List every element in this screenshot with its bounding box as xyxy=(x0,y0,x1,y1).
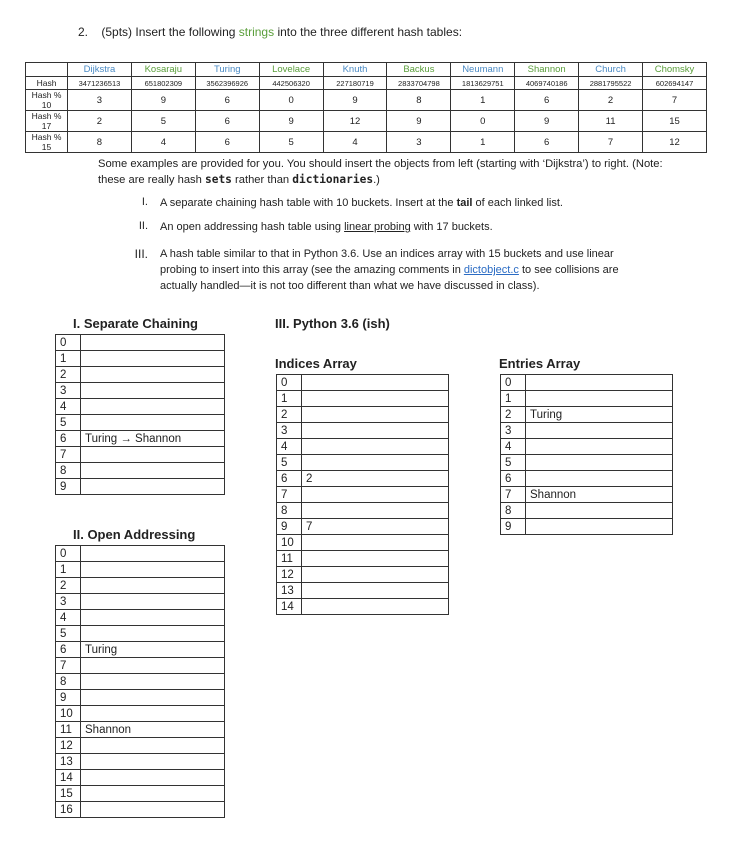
mod-value-cell: 3 xyxy=(387,132,451,153)
python36-heading: III. Python 3.6 (ish) xyxy=(275,316,390,331)
name-header: Kosaraju xyxy=(131,63,195,77)
open-addressing-row xyxy=(56,706,225,722)
bucket-value[interactable] xyxy=(302,567,449,583)
mod-value-cell: 12 xyxy=(323,111,387,132)
bucket-value[interactable] xyxy=(526,455,673,471)
mod-value-cell: 7 xyxy=(579,132,643,153)
mod-value-cell: 9 xyxy=(131,90,195,111)
hash-value-cell: 651802309 xyxy=(131,77,195,90)
bucket-value[interactable] xyxy=(81,802,225,818)
bucket-index: 1 xyxy=(56,562,81,578)
mod-value-cell: 12 xyxy=(643,132,707,153)
indices-row xyxy=(277,567,449,583)
bucket-value[interactable] xyxy=(302,583,449,599)
mod-value-cell: 9 xyxy=(515,111,579,132)
bucket-index: 6 xyxy=(501,471,526,487)
bucket-index: 2 xyxy=(501,407,526,423)
bucket-index: 16 xyxy=(56,802,81,818)
bucket-value[interactable]: Turing xyxy=(81,642,225,658)
bucket-value[interactable]: Shannon xyxy=(526,487,673,503)
bucket-index: 6 xyxy=(56,642,81,658)
open-addressing-heading: II. Open Addressing xyxy=(73,527,196,542)
indices-row xyxy=(277,583,449,599)
indices-row xyxy=(277,535,449,551)
name-header: Church xyxy=(579,63,643,77)
bucket-index: 0 xyxy=(501,375,526,391)
item-3-line-2b: to see collisions are xyxy=(518,264,619,276)
bucket-index: 5 xyxy=(277,455,302,471)
bucket-index: 3 xyxy=(56,383,81,399)
item-2-b: with 17 buckets. xyxy=(410,221,493,233)
open-addressing-row xyxy=(56,610,225,626)
item-3-line-2a: probing to insert into this array (see the amazing comments in xyxy=(160,264,464,276)
name-header: Chomsky xyxy=(643,63,707,77)
bucket-index: 7 xyxy=(56,447,81,463)
chaining-row xyxy=(56,335,225,351)
separate-chaining-heading: I. Separate Chaining xyxy=(73,316,198,331)
mod-value-cell: 6 xyxy=(195,111,259,132)
bucket-index: 3 xyxy=(277,423,302,439)
name-header: Backus xyxy=(387,63,451,77)
chaining-row xyxy=(56,351,225,367)
hash-value-cell: 227180719 xyxy=(323,77,387,90)
mod-value-cell: 4 xyxy=(323,132,387,153)
bucket-index: 2 xyxy=(56,578,81,594)
item-1-a: A separate chaining hash table with 10 buckets. Insert at the xyxy=(160,197,457,209)
bucket-index: 14 xyxy=(56,770,81,786)
open-addressing-row xyxy=(56,594,225,610)
mod-value-cell: 9 xyxy=(387,111,451,132)
indices-row xyxy=(277,487,449,503)
question-highlight: strings xyxy=(238,25,275,39)
bucket-value[interactable] xyxy=(302,487,449,503)
bucket-index: 6 xyxy=(277,471,302,487)
entries-row xyxy=(501,519,673,535)
chaining-row xyxy=(56,383,225,399)
entries-row xyxy=(501,455,673,471)
bucket-index: 1 xyxy=(56,351,81,367)
intro-text-1: Some examples are provided for you. You should insert the objects from left (starting with ‘Dijkstra’) to right. (Note: these are really hash xyxy=(98,158,663,186)
bucket-value[interactable] xyxy=(302,423,449,439)
bucket-value[interactable] xyxy=(302,551,449,567)
entries-row xyxy=(501,503,673,519)
bucket-index: 8 xyxy=(501,503,526,519)
open-addressing-row xyxy=(56,786,225,802)
bucket-value[interactable] xyxy=(81,754,225,770)
hash-value-cell: 1813629751 xyxy=(451,77,515,90)
bucket-value[interactable] xyxy=(81,674,225,690)
item-1-b: of each linked list. xyxy=(472,197,563,209)
bucket-index: 10 xyxy=(277,535,302,551)
indices-row xyxy=(277,439,449,455)
name-header: Shannon xyxy=(515,63,579,77)
item-2-underline: linear probing xyxy=(344,221,411,233)
name-header: Knuth xyxy=(323,63,387,77)
question-suffix: into the three different hash tables: xyxy=(277,25,463,39)
open-addressing-row xyxy=(56,626,225,642)
intro-text-3: .) xyxy=(373,174,380,186)
bucket-index: 0 xyxy=(56,335,81,351)
mod-value-cell: 1 xyxy=(451,90,515,111)
mod-value-cell: 6 xyxy=(195,132,259,153)
intro-text-2: rather than xyxy=(231,174,293,186)
sets-keyword: sets xyxy=(204,173,232,186)
mod-value-cell: 5 xyxy=(131,111,195,132)
item-3-number: III. xyxy=(134,247,148,261)
indices-row xyxy=(277,455,449,471)
indices-row xyxy=(277,599,449,615)
bucket-index: 8 xyxy=(277,503,302,519)
bucket-value[interactable] xyxy=(81,738,225,754)
row-label: Hash % 15 xyxy=(26,132,68,153)
bucket-index: 11 xyxy=(56,722,81,738)
name-header: Lovelace xyxy=(259,63,323,77)
bucket-index: 13 xyxy=(56,754,81,770)
bucket-value[interactable]: 7 xyxy=(302,519,449,535)
bucket-index: 11 xyxy=(277,551,302,567)
mod-value-cell: 3 xyxy=(68,90,132,111)
bucket-value[interactable] xyxy=(81,399,225,415)
bucket-value[interactable] xyxy=(526,391,673,407)
mod-value-cell: 9 xyxy=(323,90,387,111)
mod-value-cell: 8 xyxy=(68,132,132,153)
mod-value-cell: 2 xyxy=(68,111,132,132)
entries-row xyxy=(501,391,673,407)
hash-value-cell: 3562396926 xyxy=(195,77,259,90)
mod-value-cell: 0 xyxy=(259,90,323,111)
bucket-value[interactable] xyxy=(81,335,225,351)
bucket-value[interactable] xyxy=(526,503,673,519)
entries-row xyxy=(501,487,673,503)
bucket-value[interactable] xyxy=(302,455,449,471)
open-addressing-row xyxy=(56,802,225,818)
bucket-value[interactable] xyxy=(81,562,225,578)
bucket-index: 14 xyxy=(277,599,302,615)
entries-row xyxy=(501,471,673,487)
item-3-text xyxy=(160,246,680,294)
bucket-value[interactable] xyxy=(81,626,225,642)
bucket-index: 0 xyxy=(56,546,81,562)
bucket-value[interactable] xyxy=(302,407,449,423)
bucket-value[interactable] xyxy=(81,658,225,674)
open-addressing-row xyxy=(56,658,225,674)
bucket-value[interactable] xyxy=(81,770,225,786)
mod-value-cell: 9 xyxy=(259,111,323,132)
hash-value-cell: 442506320 xyxy=(259,77,323,90)
indices-array-table xyxy=(276,374,449,615)
mod-value-cell: 4 xyxy=(131,132,195,153)
item-2-a: An open addressing hash table using xyxy=(160,221,345,233)
bucket-index: 6 xyxy=(56,431,81,447)
bucket-index: 9 xyxy=(501,519,526,535)
bucket-value[interactable]: Turing → Shannon xyxy=(81,431,225,447)
mod-value-cell: 6 xyxy=(195,90,259,111)
dictobject-link[interactable]: dictobject.c xyxy=(463,264,519,276)
bucket-index: 3 xyxy=(501,423,526,439)
bucket-index: 12 xyxy=(277,567,302,583)
entries-array-table xyxy=(500,374,673,535)
item-1-number: I. xyxy=(141,196,148,208)
entries-array-heading: Entries Array xyxy=(499,356,581,371)
bucket-index: 5 xyxy=(501,455,526,471)
bucket-value[interactable] xyxy=(81,351,225,367)
bucket-value[interactable] xyxy=(526,423,673,439)
indices-row xyxy=(277,551,449,567)
chaining-row xyxy=(56,399,225,415)
hash-value-cell: 602694147 xyxy=(643,77,707,90)
open-addressing-row xyxy=(56,754,225,770)
entries-row xyxy=(501,439,673,455)
bucket-value[interactable] xyxy=(526,519,673,535)
item-3-line-3: actually handled—it is not too different than what we have discussed in class). xyxy=(160,280,540,292)
bucket-value[interactable] xyxy=(302,391,449,407)
bucket-index: 7 xyxy=(501,487,526,503)
entries-row xyxy=(501,407,673,423)
bucket-index: 13 xyxy=(277,583,302,599)
bucket-index: 1 xyxy=(277,391,302,407)
open-addressing-row xyxy=(56,690,225,706)
bucket-value[interactable] xyxy=(81,463,225,479)
bucket-index: 9 xyxy=(56,479,81,495)
bucket-index: 12 xyxy=(56,738,81,754)
bucket-value[interactable]: 2 xyxy=(302,471,449,487)
row-label: Hash xyxy=(26,77,68,90)
name-header: Turing xyxy=(195,63,259,77)
bucket-value[interactable] xyxy=(302,439,449,455)
bucket-value[interactable] xyxy=(81,546,225,562)
bucket-value[interactable] xyxy=(81,415,225,431)
bucket-index: 2 xyxy=(277,407,302,423)
chaining-row xyxy=(56,415,225,431)
open-addressing-row xyxy=(56,562,225,578)
open-addressing-row xyxy=(56,674,225,690)
item-1-bold: tail xyxy=(456,197,473,209)
bucket-index: 8 xyxy=(56,463,81,479)
mod-value-cell: 1 xyxy=(451,132,515,153)
indices-row xyxy=(277,519,449,535)
bucket-index: 3 xyxy=(56,594,81,610)
chaining-row xyxy=(56,463,225,479)
open-addressing-row xyxy=(56,578,225,594)
bucket-value[interactable] xyxy=(302,535,449,551)
bucket-value[interactable] xyxy=(526,471,673,487)
bucket-index: 15 xyxy=(56,786,81,802)
mod-value-cell: 7 xyxy=(643,90,707,111)
item-2-number: II. xyxy=(138,220,148,232)
bucket-value[interactable] xyxy=(81,447,225,463)
mod-value-cell: 2 xyxy=(579,90,643,111)
bucket-index: 7 xyxy=(277,487,302,503)
indices-row xyxy=(277,503,449,519)
item-2-text xyxy=(160,219,493,235)
bucket-value[interactable] xyxy=(81,610,225,626)
open-addressing-row xyxy=(56,546,225,562)
hash-value-cell: 2833704798 xyxy=(387,77,451,90)
entries-row xyxy=(501,423,673,439)
bucket-value[interactable] xyxy=(81,383,225,399)
mod-value-cell: 8 xyxy=(387,90,451,111)
mod-value-cell: 5 xyxy=(259,132,323,153)
indices-row xyxy=(277,407,449,423)
bucket-index: 0 xyxy=(277,375,302,391)
bucket-index: 4 xyxy=(56,610,81,626)
item-3-line-1: A hash table similar to that in Python 3.6. Use an indices array with 15 buckets and use linear xyxy=(160,248,614,260)
bucket-value[interactable] xyxy=(81,786,225,802)
bucket-index: 9 xyxy=(56,690,81,706)
bucket-index: 9 xyxy=(277,519,302,535)
hash-value-cell: 2881795522 xyxy=(579,77,643,90)
hash-value-cell: 4069740186 xyxy=(515,77,579,90)
indices-row xyxy=(277,375,449,391)
bucket-index: 10 xyxy=(56,706,81,722)
question-title xyxy=(78,25,462,39)
indices-row xyxy=(277,471,449,487)
bucket-value[interactable] xyxy=(526,375,673,391)
bucket-index: 1 xyxy=(501,391,526,407)
bucket-value[interactable] xyxy=(81,578,225,594)
chaining-row xyxy=(56,447,225,463)
chaining-row xyxy=(56,367,225,383)
open-addressing-table xyxy=(55,545,225,818)
bucket-value[interactable] xyxy=(81,479,225,495)
bucket-index: 4 xyxy=(501,439,526,455)
hash-value-cell: 3471236513 xyxy=(68,77,132,90)
instructions-paragraph xyxy=(98,156,678,188)
bucket-value[interactable] xyxy=(526,439,673,455)
question-prefix: (5pts) Insert the following xyxy=(101,25,236,39)
bucket-value[interactable] xyxy=(302,375,449,391)
bucket-index: 2 xyxy=(56,367,81,383)
bucket-value[interactable] xyxy=(81,706,225,722)
bucket-index: 8 xyxy=(56,674,81,690)
name-header: Dijkstra xyxy=(68,63,132,77)
separate-chaining-table xyxy=(55,334,225,495)
bucket-value[interactable] xyxy=(81,367,225,383)
bucket-index: 4 xyxy=(56,399,81,415)
mod-value-cell: 11 xyxy=(579,111,643,132)
bucket-value[interactable] xyxy=(302,599,449,615)
question-number: 2. xyxy=(78,25,89,39)
indices-row xyxy=(277,391,449,407)
bucket-value[interactable] xyxy=(81,594,225,610)
bucket-value[interactable] xyxy=(81,690,225,706)
mod-value-cell: 6 xyxy=(515,132,579,153)
item-1-text xyxy=(160,195,563,211)
chaining-row xyxy=(56,479,225,495)
chaining-row xyxy=(56,431,225,447)
item-3-line-2 xyxy=(160,262,680,278)
bucket-index: 7 xyxy=(56,658,81,674)
indices-row xyxy=(277,423,449,439)
open-addressing-row xyxy=(56,770,225,786)
bucket-index: 5 xyxy=(56,626,81,642)
entries-row xyxy=(501,375,673,391)
row-label: Hash % 17 xyxy=(26,111,68,132)
bucket-index: 5 xyxy=(56,415,81,431)
mod-value-cell: 0 xyxy=(451,111,515,132)
indices-array-heading: Indices Array xyxy=(275,356,357,371)
bucket-value[interactable]: Turing xyxy=(526,407,673,423)
row-label: Hash % 10 xyxy=(26,90,68,111)
open-addressing-row xyxy=(56,722,225,738)
open-addressing-row xyxy=(56,642,225,658)
bucket-index: 4 xyxy=(277,439,302,455)
bucket-value[interactable] xyxy=(302,503,449,519)
dictionaries-keyword: dictionaries xyxy=(292,173,374,186)
name-header: Neumann xyxy=(451,63,515,77)
open-addressing-row xyxy=(56,738,225,754)
corner-cell xyxy=(26,63,68,77)
hash-values-table xyxy=(25,62,707,153)
bucket-value[interactable]: Shannon xyxy=(81,722,225,738)
mod-value-cell: 15 xyxy=(643,111,707,132)
mod-value-cell: 6 xyxy=(515,90,579,111)
